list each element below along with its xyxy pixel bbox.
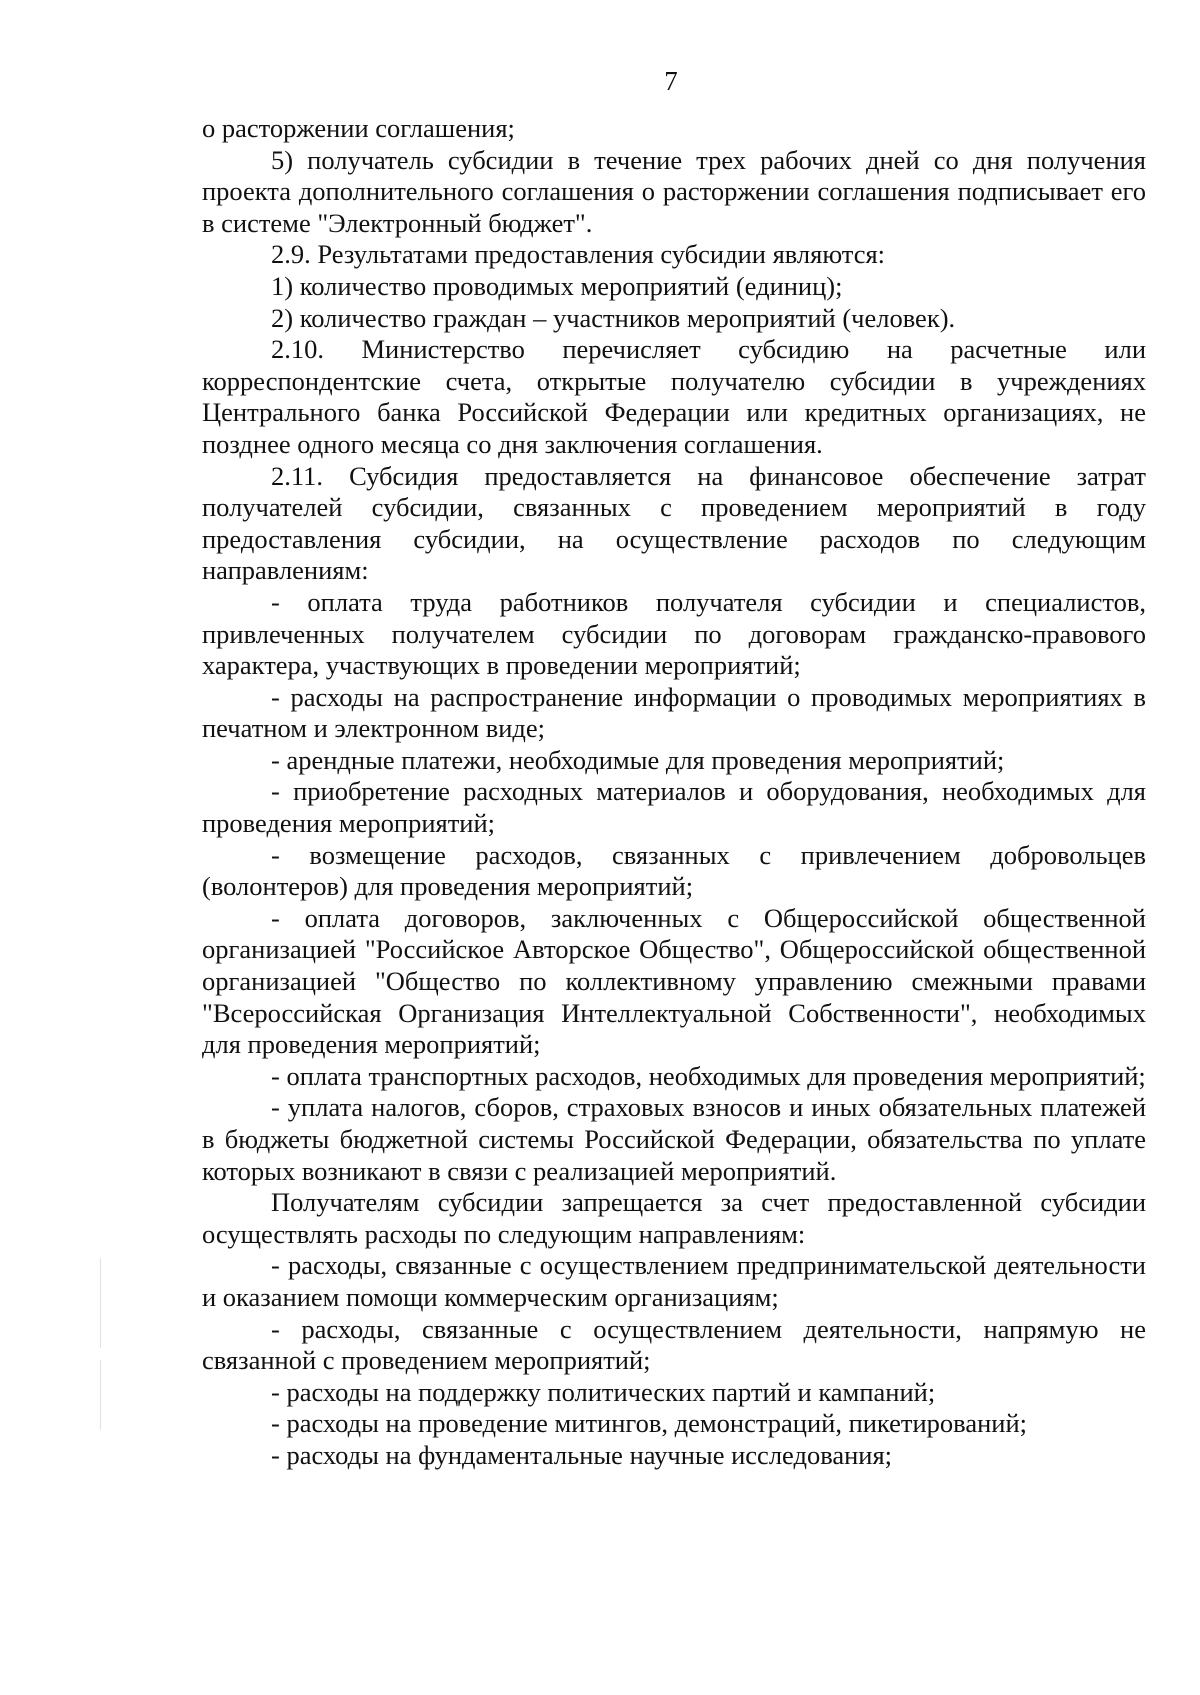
list-item-political: - расходы на поддержку политических партий и кампаний;: [271, 1376, 936, 1407]
list-item-volunteers: - возмещение расходов, связанных с привлечением добровольцев (волонтеров) для проведения мероприятий;: [202, 839, 1146, 902]
paragraph-2-10: 2.10. Министерство перечисляет субсидию на расчетные или корреспондентские счета, открытые получателю субсидии в учреждениях Центрального банка Российской Федерации или кредитных организациях, не позднее одного месяца со дня заключения соглашения.: [202, 334, 1146, 459]
list-item-taxes: - уплата налогов, сборов, страховых взносов и иных обязательных платежей в бюджеты бюджетной системы Российской Федерации, обязательства по уплате которых возникают в связи с реализацией мероприятий.: [202, 1092, 1146, 1186]
paragraph-prohibited: Получателям субсидии запрещается за счет предоставленной субсидии осуществлять расходы по следующим направлениям:: [202, 1187, 1146, 1249]
list-item-business: - расходы, связанные с осуществлением предпринимательской деятельности и оказанием помощи коммерческим организациям;: [202, 1250, 1146, 1312]
page-number: 7: [664, 66, 678, 96]
paragraph-result-1: 1) количество проводимых мероприятий (единиц);: [271, 270, 843, 301]
list-item-rallies: - расходы на проведение митингов, демонстраций, пикетирований;: [271, 1408, 1028, 1439]
list-item-rent: - арендные платежи, необходимые для проведения мероприятий;: [271, 744, 1005, 775]
list-item-contracts: - оплата договоров, заключенных с Общероссийской общественной организацией "Российское Авторское Общество", Общероссийской общественной организацией "Общество по коллективному управлению смежными правами "Всероссийская Организация Интеллектуальной Собственности", необходимых для проведения мероприятий;: [202, 902, 1146, 1060]
paragraph-2-11: 2.11. Субсидия предоставляется на финансовое обеспечение затрат получателей субсидии, связанных с проведением мероприятий в году предоставления субсидии, на осуществление расходов по следующим направлениям:: [202, 460, 1146, 586]
list-item-information: - расходы на распространение информации о проводимых мероприятиях в печатном и электронном виде;: [202, 681, 1146, 744]
list-item-research: - расходы на фундаментальные научные исследования;: [271, 1439, 893, 1470]
scan-artifact-line: [100, 1258, 101, 1348]
paragraph-result-2: 2) количество граждан – участников мероприятий (человек).: [271, 302, 956, 333]
list-item-labor-payment: - оплата труда работников получателя субсидии и специалистов, привлеченных получателем субсидии по договорам гражданско-правового характера, участвующих в проведении мероприятий;: [202, 586, 1146, 681]
paragraph-2-9: 2.9. Результатами предоставления субсидии являются:: [271, 239, 886, 270]
list-item-transport: - оплата транспортных расходов, необходимых для проведения мероприятий;: [271, 1060, 1146, 1091]
list-item-materials: - приобретение расходных материалов и оборудования, необходимых для проведения мероприятий;: [202, 776, 1146, 839]
document-body: [202, 113, 1146, 1472]
list-item-unrelated: - расходы, связанные с осуществлением деятельности, напрямую не связанной с проведением мероприятий;: [202, 1313, 1146, 1376]
scan-artifact-line: [100, 1360, 101, 1430]
paragraph-item-5: 5) получатель субсидии в течение трех рабочих дней со дня получения проекта дополнительного соглашения о расторжении соглашения подписывает его в системе "Электронный бюджет".: [202, 144, 1146, 238]
paragraph-continuation: о расторжении соглашения;: [202, 113, 515, 143]
